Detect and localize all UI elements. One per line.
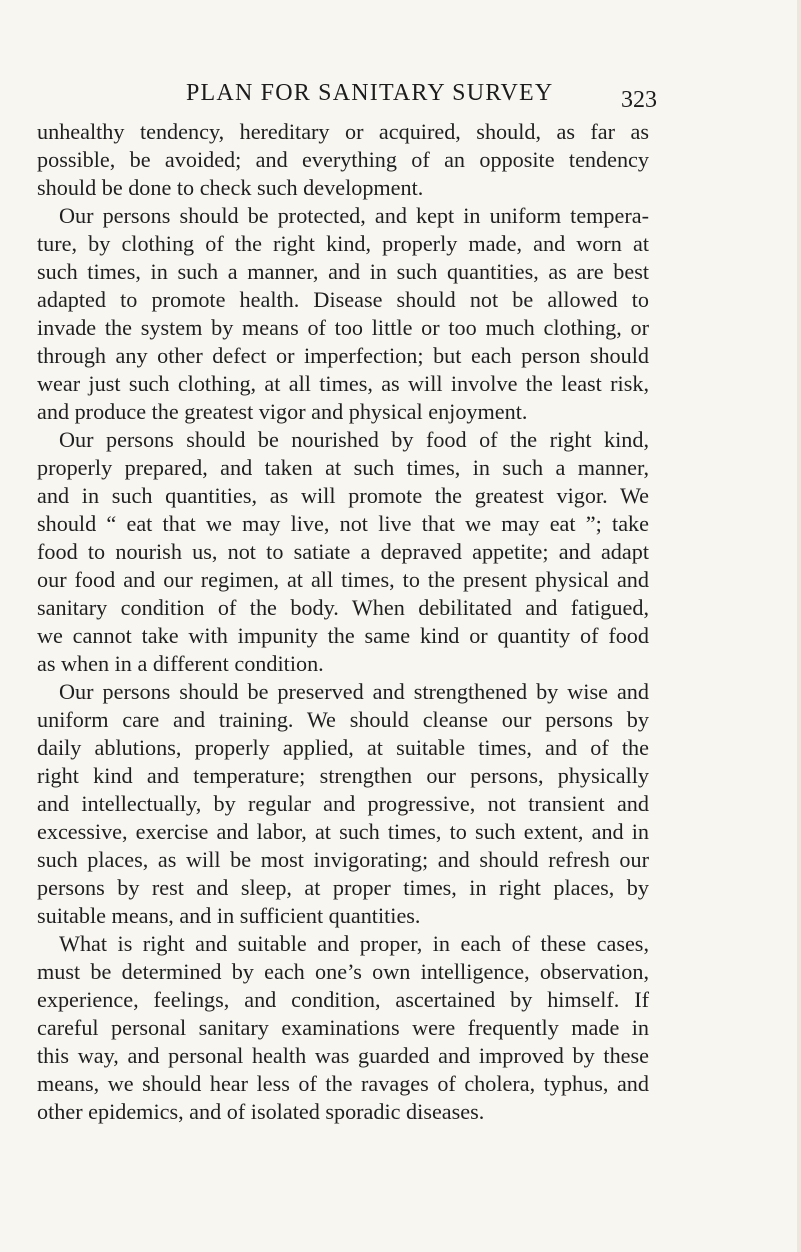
text-line: possible, be avoided; and everything of an opposite tendency — [37, 147, 649, 172]
text-line: uniform care and training. We should cleanse our persons by — [37, 707, 649, 732]
text-line: we cannot take with impunity the same kind or quantity of food — [37, 623, 649, 648]
text-line: our food and our regimen, at all times, to the present physical and — [37, 567, 649, 592]
text-line: right kind and temperature; strengthen our persons, physically — [37, 763, 649, 788]
text-line: experience, feelings, and condition, ascertained by himself. If — [37, 987, 649, 1012]
text-line: wear just such clothing, at all times, as will involve the least risk, — [37, 371, 649, 396]
text-line: Our persons should be preserved and strengthened by wise and — [59, 679, 649, 704]
text-line: as when in a different condition. — [37, 651, 324, 676]
text-line: and in such quantities, as will promote the greatest vigor. We — [37, 483, 649, 508]
page-number: 323 — [621, 87, 657, 113]
text-line: this way, and personal health was guarded and improved by these — [37, 1043, 649, 1068]
text-line: Our persons should be protected, and kept in uniform tempera- — [59, 203, 649, 228]
text-line: persons by rest and sleep, at proper times, in right places, by — [37, 875, 649, 900]
text-line: What is right and suitable and proper, in each of these cases, — [59, 931, 649, 956]
text-line: Our persons should be nourished by food of the right kind, — [59, 427, 649, 452]
text-line: other epidemics, and of isolated sporadic diseases. — [37, 1099, 485, 1124]
text-line: suitable means, and in sufficient quantities. — [37, 903, 421, 928]
text-line: excessive, exercise and labor, at such times, to such extent, and in — [37, 819, 649, 844]
running-head: PLAN FOR SANITARY SURVEY — [186, 80, 554, 106]
text-line: food to nourish us, not to satiate a depraved appetite; and adapt — [37, 539, 649, 564]
page-edge — [797, 0, 801, 1252]
text-line: must be determined by each one’s own intelligence, observation, — [37, 959, 649, 984]
text-line: such places, as will be most invigorating; and should refresh our — [37, 847, 649, 872]
text-line: unhealthy tendency, hereditary or acquired, should, as far as — [37, 119, 649, 144]
text-line: invade the system by means of too little or too much clothing, or — [37, 315, 649, 340]
text-line: should be done to check such development. — [37, 175, 424, 200]
text-line: sanitary condition of the body. When debilitated and fatigued, — [37, 595, 649, 620]
text-line: should “ eat that we may live, not live that we may eat ”; take — [37, 511, 649, 536]
text-line: properly prepared, and taken at such times, in such a manner, — [37, 455, 649, 480]
text-line: ture, by clothing of the right kind, properly made, and worn at — [37, 231, 649, 256]
text-line: means, we should hear less of the ravages of cholera, typhus, and — [37, 1071, 649, 1096]
text-line: such times, in such a manner, and in such quantities, as are best — [37, 259, 649, 284]
text-line: daily ablutions, properly applied, at suitable times, and of the — [37, 735, 649, 760]
text-line: careful personal sanitary examinations were frequently made in — [37, 1015, 649, 1040]
text-line: and produce the greatest vigor and physical enjoyment. — [37, 399, 528, 424]
text-line: through any other defect or imperfection; but each person should — [37, 343, 649, 368]
text-line: and intellectually, by regular and progressive, not transient and — [37, 791, 649, 816]
text-line: adapted to promote health. Disease should not be allowed to — [37, 287, 649, 312]
